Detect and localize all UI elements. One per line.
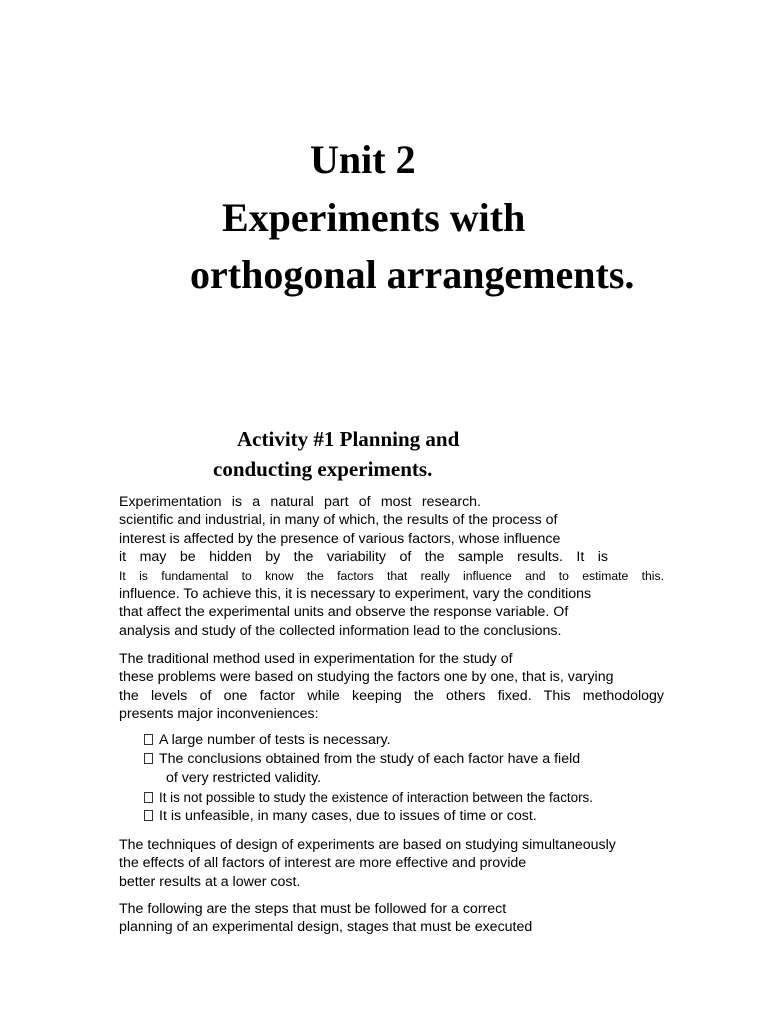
checkbox-bullet-icon <box>144 753 153 764</box>
checkbox-bullet-icon <box>144 792 153 803</box>
paragraph-line: The following are the steps that must be followed for a correct <box>119 901 507 917</box>
activity-heading-line1: Activity #1 Planning and <box>237 427 460 451</box>
list-item-text: It is unfeasible, in many cases, due to issues of time or cost. <box>159 808 537 824</box>
list-item <box>144 731 593 750</box>
paragraph-line: better results at a lower cost. <box>119 873 301 890</box>
paragraph-design-techniques <box>119 836 664 891</box>
checkbox-bullet-icon <box>144 810 153 821</box>
unit-subtitle-line1: Experiments with <box>222 195 526 240</box>
paragraph-line: The techniques of design of experiments are based on studying simultaneously <box>119 837 616 853</box>
paragraph-line: that affect the experimental units and observe the response variable. Of <box>119 604 569 621</box>
paragraph-line: planning of an experimental design, stages that must be executed <box>119 919 533 936</box>
paragraph-line: presents major inconveniences: <box>119 706 319 723</box>
activity-heading-line2: conducting experiments. <box>213 457 433 481</box>
paragraph-line: The traditional method used in experimentation for the study of <box>119 651 513 667</box>
list-item <box>144 750 593 769</box>
paragraph-intro <box>119 493 664 640</box>
list-item <box>144 807 593 826</box>
paragraph-line: the effects of all factors of interest are more effective and provide <box>119 855 527 872</box>
unit-title: Unit 2 <box>310 137 416 182</box>
list-item-text: A large number of tests is necessary. <box>159 732 391 748</box>
paragraph-line: analysis and study of the collected information lead to the conclusions. <box>119 622 562 639</box>
paragraph-line: it may be hidden by the variability of the sample results. It is <box>119 549 608 566</box>
paragraph-line: these problems were based on studying the factors one by one, that is, varying <box>119 669 614 686</box>
paragraph-line: Experimentation is a natural part of most research. <box>119 494 481 510</box>
paragraph-steps <box>119 900 664 937</box>
paragraph-line: the levels of one factor while keeping the others fixed. This methodology <box>119 687 664 704</box>
list-item-text: It is not possible to study the existence of interaction between the factors. <box>159 790 593 805</box>
list-item-continuation <box>144 769 593 788</box>
paragraph-line: interest is affected by the presence of various factors, whose influence <box>119 530 561 547</box>
paragraph-traditional-method <box>119 650 664 724</box>
list-item <box>144 788 593 807</box>
list-item-text: of very restricted validity. <box>166 770 322 786</box>
paragraph-line: influence. To achieve this, it is necessary to experiment, vary the conditions <box>119 586 592 603</box>
unit-subtitle-line2: orthogonal arrangements. <box>190 252 635 297</box>
paragraph-line: It is fundamental to know the factors that really influence and to estimate this. <box>119 568 664 583</box>
list-item-text: The conclusions obtained from the study of each factor have a field <box>159 751 581 767</box>
inconveniences-list <box>144 731 593 826</box>
checkbox-bullet-icon <box>144 734 153 745</box>
paragraph-line: scientific and industrial, in many of which, the results of the process of <box>119 512 558 529</box>
